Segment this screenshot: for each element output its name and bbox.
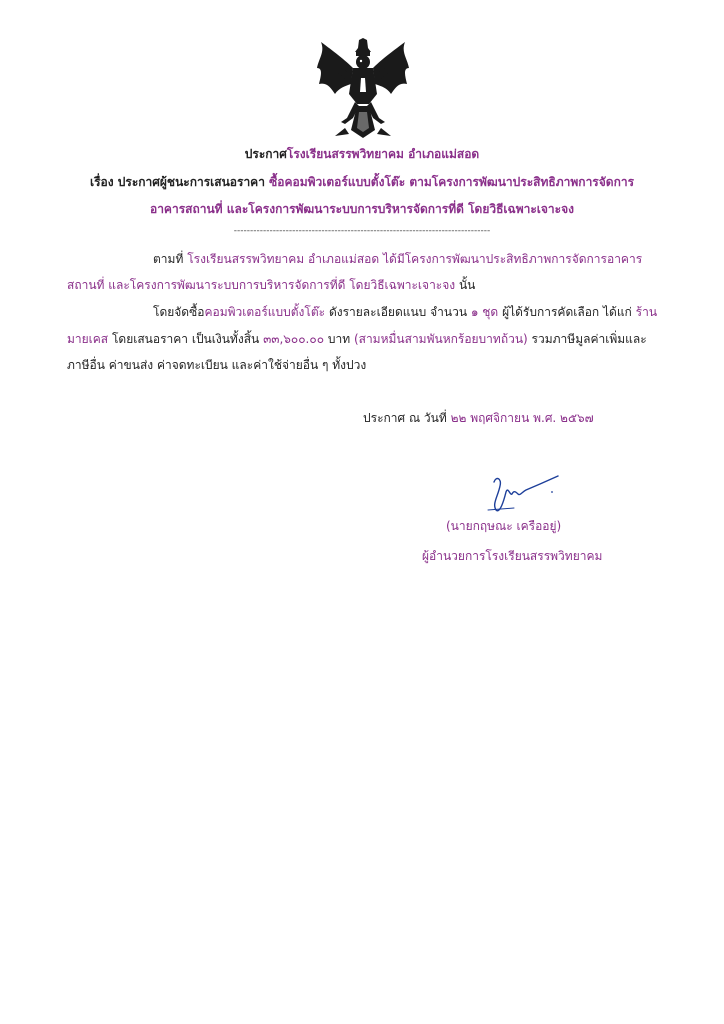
heading-school: โรงเรียนสรรพวิทยาคม อำเภอแม่สอด	[286, 147, 480, 161]
p2-unit: บาท	[327, 332, 351, 346]
subject-line-2: อาคารสถานที่ และโครงการพัฒนาระบบการบริหารจัดการที่ดี โดยวิธีเฉพาะเจาะจง	[149, 202, 575, 216]
p2-l2-a: โดยเสนอราคา เป็นเงินทั้งสิ้น	[111, 332, 260, 346]
announcement-heading	[0, 146, 724, 162]
signer-position: ผู้อำนวยการโรงเรียนสรรพวิทยาคม	[422, 549, 603, 563]
p2-vendor-a: ร้าน	[635, 305, 658, 319]
subject-highlight: ซื้อคอมพิวเตอร์แบบตั้งโต๊ะ ตามโครงการพัฒนาประสิทธิภาพการจัดการ	[269, 175, 635, 189]
signer-name: (นายกฤษณะ เครืออยู่)	[446, 519, 562, 533]
p1-rest: ได้มีโครงการพัฒนาประสิทธิภาพการจัดการอาคาร	[382, 252, 643, 266]
p1-line2: สถานที่ และโครงการพัฒนาระบบการบริหารจัดการที่ดี โดยวิธีเฉพาะเจาะจง	[67, 278, 456, 292]
p2-item: คอมพิวเตอร์แบบตั้งโต๊ะ	[204, 305, 326, 319]
garuda-emblem-icon	[315, 38, 411, 142]
paragraph-2-line-3: ภาษีอื่น ค่าขนส่ง ค่าจดทะเบียน และค่าใช้จ่ายอื่น ๆ ทั้งปวง	[67, 358, 367, 372]
paragraph-2-line-1	[153, 304, 657, 320]
p2-amount-words: (สามหมื่นสามพันหกร้อยบาทถ้วน)	[353, 332, 528, 346]
p2-l2-end: รวมภาษีมูลค่าเพิ่มและ	[531, 332, 647, 346]
p2-prefix: โดยจัดซื้อ	[153, 305, 205, 319]
heading-prefix: ประกาศ	[244, 147, 287, 161]
subject-label: เรื่อง ประกาศผู้ชนะการเสนอราคา	[89, 175, 265, 189]
announce-label: ประกาศ ณ วันที่	[363, 411, 447, 425]
p2-amount: ๓๓,๖๐๐.๐๐	[263, 332, 325, 346]
announce-date: ๒๒ พฤศจิกายน พ.ศ. ๒๕๖๗	[450, 411, 594, 425]
announce-date-line	[363, 410, 594, 426]
paragraph-2-line-2	[67, 331, 647, 347]
subject-line	[0, 174, 724, 190]
paragraph-1-line-1	[153, 251, 642, 267]
p2-vendor-b: มายเคส	[67, 332, 109, 346]
p2-mid: ดังรายละเอียดแนบ จำนวน	[328, 305, 468, 319]
p2-rest: ผู้ได้รับการคัดเลือก ได้แก่	[502, 305, 632, 319]
p1-prefix: ตามที่	[153, 252, 184, 266]
signature-icon	[486, 470, 562, 516]
p1-school: โรงเรียนสรรพวิทยาคม อำเภอแม่สอด	[187, 252, 380, 266]
p2-qty: ๑ ชุด	[470, 305, 499, 319]
paragraph-1-line-2	[67, 277, 475, 293]
divider-line: -------------------------------------------------------------------------------	[233, 226, 491, 236]
p1-end: นั้น	[458, 278, 476, 292]
